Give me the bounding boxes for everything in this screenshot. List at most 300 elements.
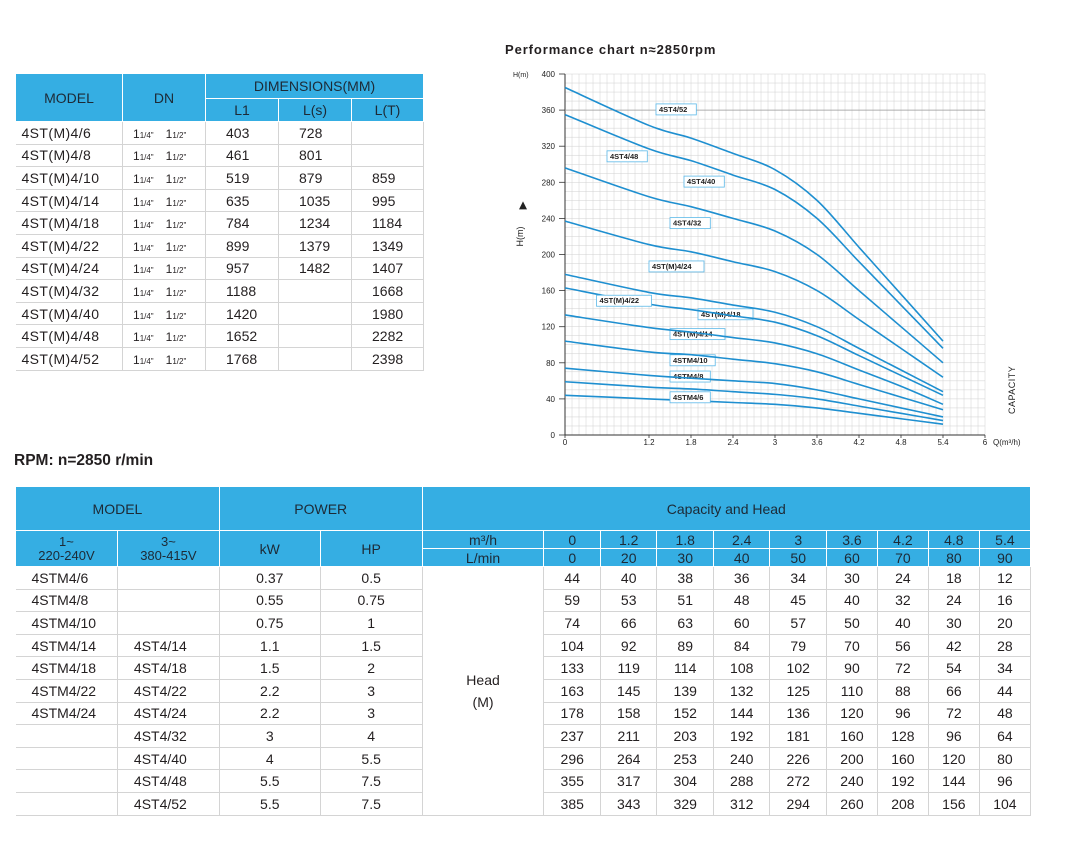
capacity-lmin-value: 60 [826, 549, 877, 567]
y-tick-label: 240 [541, 214, 555, 224]
dn-size-b-frac: 1/2" [172, 266, 187, 276]
dn-size-b [166, 127, 187, 141]
head-value-cell: 44 [979, 679, 1030, 702]
head-value-cell: 108 [713, 657, 770, 680]
table-row [16, 567, 1031, 590]
dim-l1-cell: 1420 [206, 302, 279, 325]
dim-l1-cell: 403 [206, 122, 279, 145]
head-value-cell: 90 [826, 657, 877, 680]
dim-dn-cell [123, 325, 206, 348]
dim-dn-cell [123, 189, 206, 212]
dn-size-a-whole: 1 [133, 239, 140, 254]
dim-model-cell: 4ST(M)4/52 [16, 347, 123, 370]
x-tick-label: 6 [982, 438, 988, 447]
dn-size-b-whole: 1 [165, 262, 173, 277]
head-value-cell: 296 [544, 747, 601, 770]
head-value-cell: 92 [600, 634, 657, 657]
head-value-cell: 12 [979, 567, 1030, 590]
head-value-cell: 45 [770, 589, 827, 612]
dn-size-b-whole: 1 [165, 284, 173, 299]
dn-size-a-frac: 1/4" [139, 266, 154, 276]
head-value-cell: 294 [770, 792, 827, 815]
head-value-cell: 156 [928, 792, 979, 815]
head-value-cell: 51 [657, 589, 714, 612]
head-value-cell: 30 [928, 612, 979, 635]
dn-size-b [166, 172, 187, 186]
hp-cell: 1 [320, 612, 422, 635]
dimensions-table [15, 73, 424, 371]
dn-size-a [133, 127, 154, 141]
kw-cell: 1.5 [219, 657, 320, 680]
single-phase-model-cell [16, 770, 118, 793]
head-value-cell: 253 [657, 747, 714, 770]
dn-size-b [166, 330, 187, 344]
performance-table [15, 486, 1031, 816]
dim-dn-cell [123, 212, 206, 235]
kw-cell: 4 [219, 747, 320, 770]
dn-size-a-whole: 1 [133, 330, 140, 345]
dim-model-cell: 4ST(M)4/6 [16, 122, 123, 145]
kw-cell: 1.1 [219, 634, 320, 657]
y-axis-label: H(m) [515, 226, 525, 247]
dim-dn-cell [123, 122, 206, 145]
y-tick-label: 400 [541, 70, 555, 79]
head-value-cell: 79 [770, 634, 827, 657]
dn-size-b-whole: 1 [165, 217, 173, 232]
head-unit-label: (M) [472, 693, 494, 710]
dim-lt-cell: 1184 [352, 212, 424, 235]
dim-l1-cell: 461 [206, 144, 279, 167]
dn-size-a [133, 172, 154, 186]
three-phase-label: 3~ [160, 533, 176, 549]
head-value-cell: 74 [544, 612, 601, 635]
hp-cell: 3 [320, 702, 422, 725]
dim-ls-cell: 728 [279, 122, 352, 145]
kw-cell: 5.5 [219, 792, 320, 815]
head-value-cell: 34 [770, 567, 827, 590]
three-phase-model-cell: 4ST4/48 [117, 770, 219, 793]
head-value-cell: 48 [979, 702, 1030, 725]
head-value-cell: 38 [657, 567, 714, 590]
dn-size-b-frac: 1/2" [172, 130, 187, 140]
single-phase-model-cell [16, 725, 118, 748]
table-row [16, 234, 424, 257]
head-value-cell: 160 [826, 725, 877, 748]
head-value-cell: 288 [713, 770, 770, 793]
dim-ls-cell [279, 347, 352, 370]
head-value-cell: 24 [877, 567, 928, 590]
hp-cell: 0.75 [320, 589, 422, 612]
perf-header-capacity-head: Capacity and Head [422, 487, 1030, 531]
y-tick-label: 320 [541, 142, 555, 152]
x-tick-label: 4.8 [895, 438, 907, 447]
dim-ls-cell: 1035 [279, 189, 352, 212]
head-value-cell: 329 [657, 792, 714, 815]
kw-cell: 2.2 [219, 702, 320, 725]
dn-size-a [133, 353, 154, 367]
head-value-cell: 152 [657, 702, 714, 725]
table-row [16, 302, 424, 325]
dn-size-a [133, 217, 154, 231]
dim-ls-cell: 879 [279, 167, 352, 190]
head-value-cell: 120 [826, 702, 877, 725]
head-label-cell [422, 567, 544, 816]
dim-model-cell: 4ST(M)4/8 [16, 144, 123, 167]
dim-lt-cell [352, 144, 424, 167]
dim-dn-cell [123, 167, 206, 190]
head-value-cell: 178 [544, 702, 601, 725]
capacity-lmin-value: 70 [877, 549, 928, 567]
x-axis-label: Q(m³/h) [993, 438, 1021, 447]
dn-size-b [166, 308, 187, 322]
head-value-cell: 119 [600, 657, 657, 680]
capacity-lmin-value: 80 [928, 549, 979, 567]
dim-l1-cell: 899 [206, 234, 279, 257]
dim-ls-cell [279, 325, 352, 348]
dim-dn-cell [123, 302, 206, 325]
x-tick-label: 1.8 [685, 438, 697, 447]
dim-ls-cell: 1379 [279, 234, 352, 257]
dim-l1-cell: 1652 [206, 325, 279, 348]
head-value-cell: 237 [544, 725, 601, 748]
capacity-m3h-value: 1.2 [600, 531, 657, 549]
dim-header-l1: L1 [206, 98, 279, 122]
head-value-cell: 211 [600, 725, 657, 748]
kw-cell: 0.55 [219, 589, 320, 612]
hp-cell: 1.5 [320, 634, 422, 657]
dn-size-a-frac: 1/4" [139, 175, 154, 185]
head-value-cell: 66 [600, 612, 657, 635]
dim-l1-cell: 1768 [206, 347, 279, 370]
head-value-cell: 355 [544, 770, 601, 793]
dn-size-a-frac: 1/4" [139, 356, 154, 366]
dn-size-a-whole: 1 [133, 284, 140, 299]
head-value-cell: 72 [928, 702, 979, 725]
head-value-cell: 192 [877, 770, 928, 793]
perf-header-model: MODEL [16, 487, 220, 531]
arrow-up-icon [519, 201, 527, 209]
head-value-cell: 40 [600, 567, 657, 590]
head-value-cell: 80 [979, 747, 1030, 770]
head-value-cell: 139 [657, 679, 714, 702]
y-tick-label: 360 [541, 106, 555, 116]
dn-size-a-frac: 1/4" [139, 311, 154, 321]
dim-dn-cell [123, 280, 206, 303]
dim-lt-cell: 1407 [352, 257, 424, 280]
series-label: 4ST4/48 [610, 151, 639, 161]
head-value-cell: 203 [657, 725, 714, 748]
head-value-cell: 160 [877, 747, 928, 770]
table-row [16, 144, 424, 167]
head-value-cell: 89 [657, 634, 714, 657]
dim-lt-cell [352, 122, 424, 145]
dn-size-b-frac: 1/2" [172, 221, 187, 231]
dim-model-cell: 4ST(M)4/48 [16, 325, 123, 348]
series-label: 4STM4/8 [673, 372, 704, 382]
three-phase-model-cell: 4ST4/22 [117, 679, 219, 702]
head-value-cell: 163 [544, 679, 601, 702]
hp-cell: 0.5 [320, 567, 422, 590]
x-tick-label: 3.6 [811, 438, 823, 447]
head-value-cell: 145 [600, 679, 657, 702]
single-phase-model-cell: 4STM4/24 [16, 702, 118, 725]
dim-lt-cell: 1980 [352, 302, 424, 325]
dn-size-b [166, 240, 187, 254]
kw-cell: 3 [219, 725, 320, 748]
head-value-cell: 54 [928, 657, 979, 680]
dn-size-a-whole: 1 [133, 126, 140, 141]
head-value-cell: 66 [928, 679, 979, 702]
y-axis-top-label: H(m) [513, 72, 529, 79]
head-value-cell: 264 [600, 747, 657, 770]
dim-lt-cell: 1349 [352, 234, 424, 257]
capacity-lmin-value: 90 [979, 549, 1030, 567]
dim-header-lt: L(T) [352, 98, 424, 122]
head-value-cell: 125 [770, 679, 827, 702]
head-value-cell: 16 [979, 589, 1030, 612]
dn-size-b [166, 353, 187, 367]
dim-dn-cell [123, 257, 206, 280]
dn-size-a [133, 285, 154, 299]
dn-size-a-frac: 1/4" [139, 153, 154, 163]
capacity-lmin-value: 0 [544, 549, 601, 567]
three-phase-model-cell [117, 612, 219, 635]
dim-model-cell: 4ST(M)4/18 [16, 212, 123, 235]
dim-l1-cell: 635 [206, 189, 279, 212]
perf-header-power: POWER [219, 487, 422, 531]
head-value-cell: 96 [979, 770, 1030, 793]
kw-cell: 5.5 [219, 770, 320, 793]
dn-size-a-whole: 1 [133, 352, 140, 367]
head-value-cell: 260 [826, 792, 877, 815]
capacity-side-label: CAPACITY [1007, 365, 1017, 415]
head-value-cell: 96 [877, 702, 928, 725]
dn-size-b-frac: 1/2" [172, 334, 187, 344]
dn-size-b-whole: 1 [165, 149, 173, 164]
perf-header-hp: HP [320, 531, 422, 567]
hp-cell: 7.5 [320, 770, 422, 793]
head-value-cell: 57 [770, 612, 827, 635]
dim-model-cell: 4ST(M)4/32 [16, 280, 123, 303]
table-row [16, 122, 424, 145]
y-tick-label: 160 [541, 286, 555, 296]
dn-size-a-frac: 1/4" [139, 130, 154, 140]
head-value-cell: 44 [544, 567, 601, 590]
dimensions-table-body [16, 122, 424, 371]
three-phase-voltage: 380-415V [140, 547, 197, 563]
dn-size-a-whole: 1 [133, 307, 140, 322]
x-tick-label: 0 [562, 438, 568, 447]
single-phase-model-cell: 4STM4/6 [16, 567, 118, 590]
capacity-m3h-value: 3.6 [826, 531, 877, 549]
capacity-m3h-value: 4.8 [928, 531, 979, 549]
dn-size-b-whole: 1 [165, 352, 173, 367]
head-value-cell: 133 [544, 657, 601, 680]
head-value-cell: 70 [826, 634, 877, 657]
head-value-cell: 30 [826, 567, 877, 590]
head-value-cell: 32 [877, 589, 928, 612]
y-tick-label: 0 [550, 431, 555, 440]
table-row [16, 325, 424, 348]
three-phase-model-cell: 4ST4/14 [117, 634, 219, 657]
single-phase-model-cell: 4STM4/22 [16, 679, 118, 702]
head-value-cell: 226 [770, 747, 827, 770]
single-phase-model-cell: 4STM4/10 [16, 612, 118, 635]
head-value-cell: 114 [657, 657, 714, 680]
head-value-cell: 240 [713, 747, 770, 770]
series-label: 4STM4/6 [673, 392, 704, 402]
dn-size-a [133, 330, 154, 344]
capacity-m3h-value: 5.4 [979, 531, 1030, 549]
dn-size-b [166, 195, 187, 209]
table-row [16, 167, 424, 190]
dn-size-a-frac: 1/4" [139, 288, 154, 298]
three-phase-model-cell: 4ST4/18 [117, 657, 219, 680]
dim-model-cell: 4ST(M)4/24 [16, 257, 123, 280]
dn-size-a [133, 240, 154, 254]
dn-size-b-frac: 1/2" [172, 198, 187, 208]
dn-size-a-whole: 1 [133, 262, 140, 277]
dn-size-b-whole: 1 [165, 330, 173, 345]
head-value-cell: 144 [928, 770, 979, 793]
kw-cell: 2.2 [219, 679, 320, 702]
head-value-cell: 312 [713, 792, 770, 815]
dn-size-b [166, 149, 187, 163]
hp-cell: 7.5 [320, 792, 422, 815]
head-value-cell: 60 [713, 612, 770, 635]
head-value-cell: 96 [928, 725, 979, 748]
dim-ls-cell [279, 302, 352, 325]
head-value-cell: 64 [979, 725, 1030, 748]
head-value-cell: 192 [713, 725, 770, 748]
dn-size-b-frac: 1/2" [172, 243, 187, 253]
dn-size-a [133, 262, 154, 276]
perf-header-single-phase [16, 531, 118, 567]
perf-header-kw: kW [219, 531, 320, 567]
dn-size-a [133, 308, 154, 322]
three-phase-model-cell: 4ST4/32 [117, 725, 219, 748]
y-tick-label: 120 [541, 322, 555, 332]
dim-model-cell: 4ST(M)4/10 [16, 167, 123, 190]
single-phase-label: 1~ [59, 533, 74, 549]
head-value-cell: 200 [826, 747, 877, 770]
series-label: 4STM4/10 [673, 355, 708, 365]
single-phase-model-cell: 4STM4/14 [16, 634, 118, 657]
perf-header-three-phase [117, 531, 219, 567]
head-value-cell: 136 [770, 702, 827, 725]
head-value-cell: 40 [877, 612, 928, 635]
head-value-cell: 40 [826, 589, 877, 612]
head-value-cell: 104 [979, 792, 1030, 815]
head-value-cell: 102 [770, 657, 827, 680]
hp-cell: 5.5 [320, 747, 422, 770]
head-value-cell: 72 [877, 657, 928, 680]
dim-l1-cell: 1188 [206, 280, 279, 303]
dn-size-a-whole: 1 [133, 149, 140, 164]
head-value-cell: 110 [826, 679, 877, 702]
three-phase-model-cell: 4ST4/52 [117, 792, 219, 815]
dn-size-b [166, 262, 187, 276]
head-value-cell: 272 [770, 770, 827, 793]
head-value-cell: 144 [713, 702, 770, 725]
capacity-lmin-value: 20 [600, 549, 657, 567]
table-row [16, 280, 424, 303]
head-value-cell: 343 [600, 792, 657, 815]
series-label: 4ST4/52 [659, 104, 688, 114]
single-phase-model-cell: 4STM4/18 [16, 657, 118, 680]
x-tick-label: 2.4 [727, 438, 739, 447]
y-tick-label: 80 [546, 358, 555, 368]
capacity-m3h-value: 2.4 [713, 531, 770, 549]
dn-size-a-whole: 1 [133, 194, 140, 209]
dim-model-cell: 4ST(M)4/40 [16, 302, 123, 325]
dn-size-a-whole: 1 [133, 217, 140, 232]
dn-size-b-whole: 1 [165, 126, 173, 141]
head-value-cell: 88 [877, 679, 928, 702]
dn-size-b [166, 217, 187, 231]
head-value-cell: 42 [928, 634, 979, 657]
dim-dn-cell [123, 347, 206, 370]
kw-cell: 0.75 [219, 612, 320, 635]
dim-ls-cell: 1482 [279, 257, 352, 280]
hp-cell: 4 [320, 725, 422, 748]
head-value-cell: 24 [928, 589, 979, 612]
dn-size-a-frac: 1/4" [139, 198, 154, 208]
kw-cell: 0.37 [219, 567, 320, 590]
rpm-label: RPM: n=2850 r/min [14, 452, 154, 469]
dim-header-ls: L(s) [279, 98, 352, 122]
dn-size-a [133, 149, 154, 163]
capacity-m3h-value: 1.8 [657, 531, 714, 549]
head-value-cell: 132 [713, 679, 770, 702]
head-value-cell: 104 [544, 634, 601, 657]
series-label: 4ST4/40 [687, 177, 716, 187]
dn-size-a-whole: 1 [133, 171, 140, 186]
hp-cell: 2 [320, 657, 422, 680]
dim-ls-cell: 1234 [279, 212, 352, 235]
dim-ls-cell: 801 [279, 144, 352, 167]
x-tick-label: 4.2 [853, 438, 865, 447]
capacity-lmin-value: 40 [713, 549, 770, 567]
dim-header-dn: DN [123, 74, 206, 122]
series-label: 4ST(M)4/22 [599, 296, 640, 306]
dn-size-b-whole: 1 [165, 239, 173, 254]
single-phase-voltage: 220-240V [38, 547, 95, 563]
x-tick-label: 3 [772, 438, 778, 447]
head-value-cell: 158 [600, 702, 657, 725]
dim-header-model: MODEL [16, 74, 123, 122]
series-label: 4ST(M)4/18 [701, 309, 741, 319]
dn-size-b-frac: 1/2" [172, 153, 187, 163]
dim-lt-cell: 2282 [352, 325, 424, 348]
dn-size-b [166, 285, 187, 299]
three-phase-model-cell: 4ST4/40 [117, 747, 219, 770]
head-label: Head [466, 671, 500, 688]
three-phase-model-cell: 4ST4/24 [117, 702, 219, 725]
table-row [16, 347, 424, 370]
single-phase-model-cell [16, 792, 118, 815]
dim-l1-cell: 957 [206, 257, 279, 280]
head-value-cell: 181 [770, 725, 827, 748]
dn-size-b-frac: 1/2" [172, 288, 187, 298]
capacity-lmin-value: 50 [770, 549, 827, 567]
three-phase-model-cell [117, 589, 219, 612]
capacity-m3h-value: 4.2 [877, 531, 928, 549]
dim-header-dimensions: DIMENSIONS(MM) [206, 74, 424, 99]
head-value-cell: 240 [826, 770, 877, 793]
capacity-m3h-value: 0 [544, 531, 601, 549]
dim-lt-cell: 1668 [352, 280, 424, 303]
